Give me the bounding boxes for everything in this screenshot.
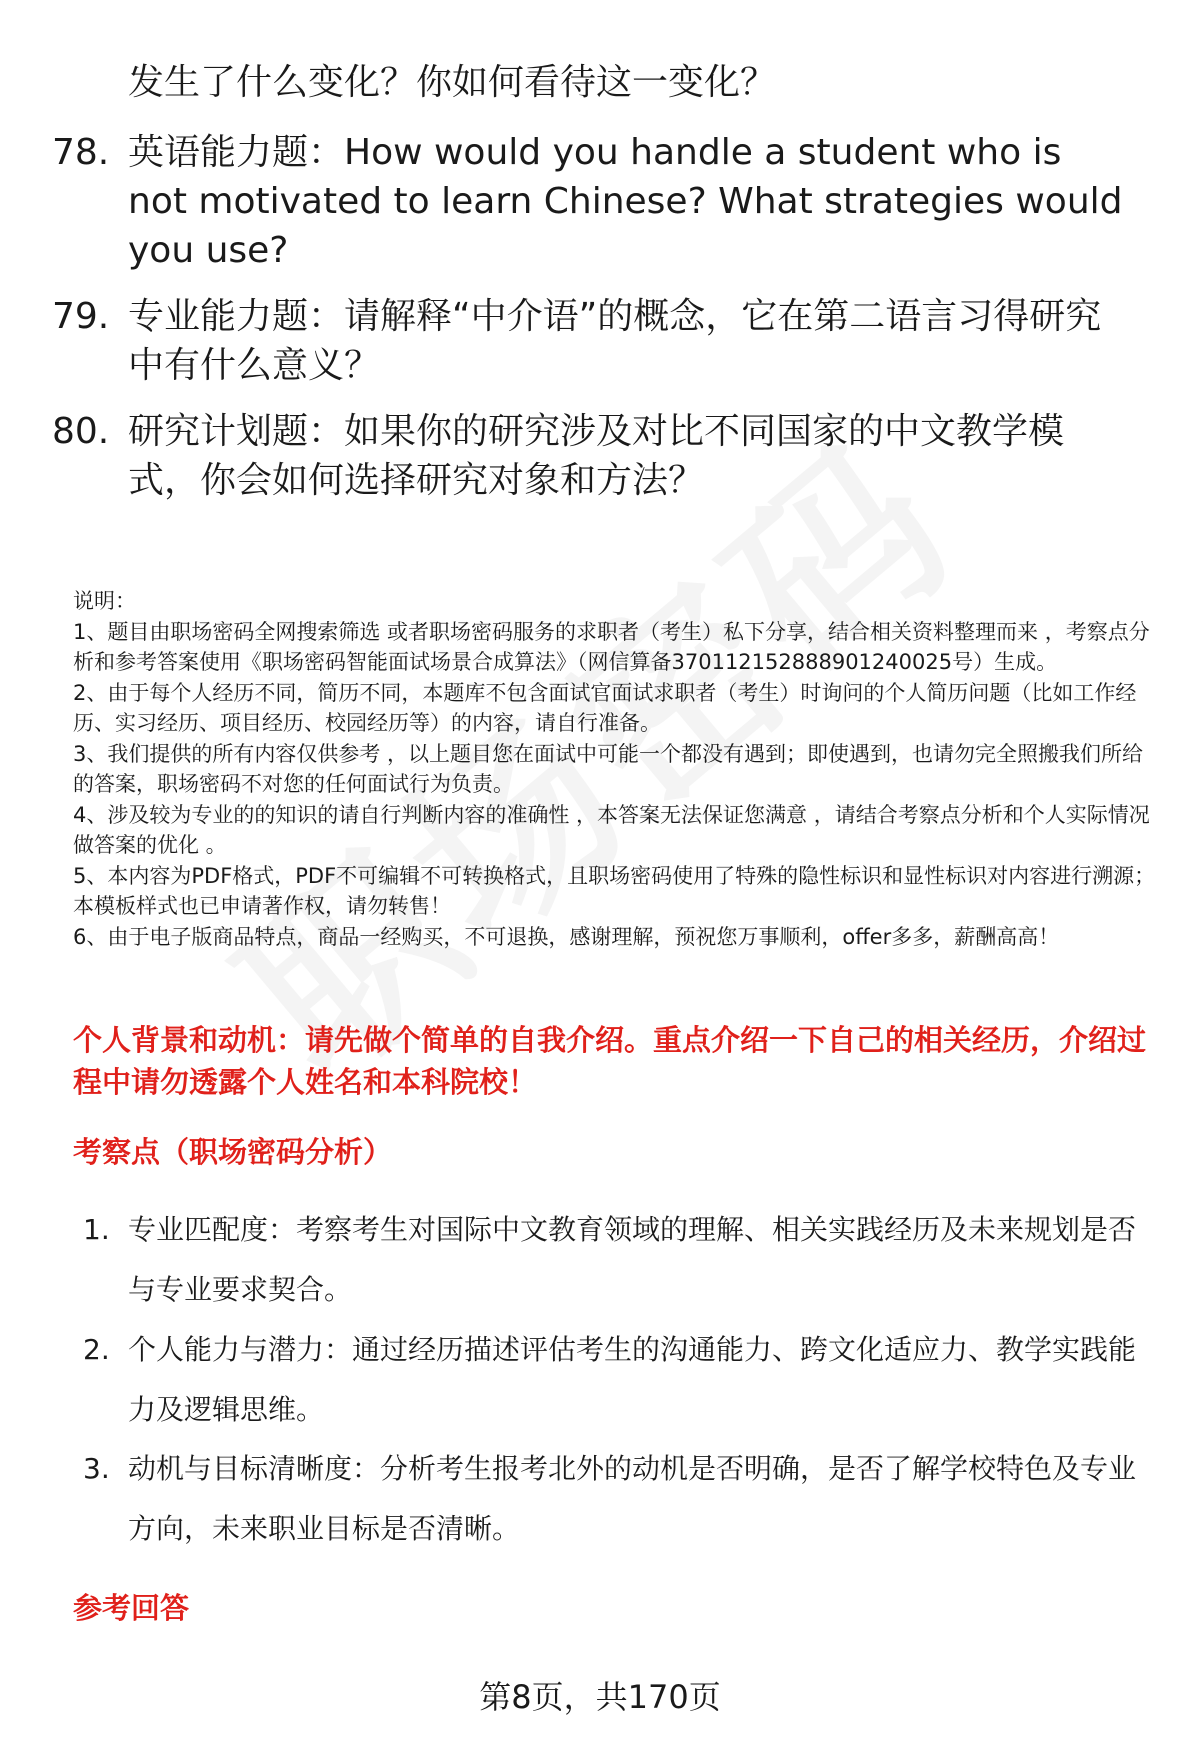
point-text: 个人能力与潜力：通过经历描述评估考生的沟通能力、跨文化适应力、教学实践能力及逻辑思维。 (128, 1333, 1137, 1426)
point-number: 2. (83, 1333, 110, 1366)
notes-title: 说明： (73, 589, 136, 613)
note-item: 5、本内容为PDF格式，PDF不可编辑不可转换格式，且职场密码使用了特殊的隐性标识和显性标识对内容进行溯源；本模板样式也已申请著作权，请勿转售！ (73, 863, 1156, 918)
note-item: 6、由于电子版商品特点，商品一经购买，不可退换，感谢理解，预祝您万事顺利，offer多多，薪酬高高！ (73, 924, 1060, 949)
question-text: 英语能力题：How would you handle a student who is not motivated to learn Chinese? What strategies would you use? (128, 132, 1123, 271)
page-number: 第8页，共170页 (479, 1678, 721, 1716)
question-text: 研究计划题：如果你的研究涉及对比不同国家的中文教学模式，你会如何选择研究对象和方法？ (128, 411, 1065, 501)
note-item: 2、由于每个人经历不同，简历不同，本题库不包含面试官面试求职者（考生）时询问的个人简历问题（比如工作经历、实习经历、项目经历、校园经历等）的内容，请自行准备。 (73, 680, 1137, 735)
question-continued-text: 发生了什么变化？你如何看待这一变化？ (128, 62, 777, 103)
question-number: 80. (52, 411, 110, 452)
note-item: 3、我们提供的所有内容仅供参考 ，以上题目您在面试中可能一个都没有遇到；即使遇到，也请勿完全照搬我们所给的答案，职场密码不对您的任何面试行为负责。 (73, 741, 1144, 796)
answer-title: 参考回答 (73, 1591, 190, 1625)
question-text: 专业能力题：请解释“中介语”的概念，它在第二语言习得研究中有什么意义？ (128, 296, 1102, 386)
point-number: 1. (83, 1213, 110, 1246)
point-text: 专业匹配度：考察考生对国际中文教育领域的理解、相关实践经历及未来规划是否与专业要求契合。 (128, 1213, 1137, 1306)
section-heading: 个人背景和动机：请先做个简单的自我介绍。重点介绍一下自己的相关经历，介绍过程中请勿透露个人姓名和本科院校！ (73, 1023, 1147, 1099)
notes-block (73, 586, 1163, 952)
question-number: 78. (52, 132, 110, 173)
analysis-title: 考察点（职场密码分析） (73, 1135, 393, 1169)
question-number: 79. (52, 296, 110, 337)
note-item: 4、涉及较为专业的的知识的请自行判断内容的准确性 ，本答案无法保证您满意 ，请结合考察点分析和个人实际情况做答案的优化 。 (73, 802, 1150, 857)
point-number: 3. (83, 1452, 110, 1485)
point-text: 动机与目标清晰度：分析考生报考北外的动机是否明确，是否了解学校特色及专业方向，未来职业目标是否清晰。 (128, 1452, 1137, 1545)
note-item: 1、题目由职场密码全网搜索筛选 或者职场密码服务的求职者（考生）私下分享，结合相关资料整理而来 ，考察点分析和参考答案使用《职场密码智能面试场景合成算法》（网信算备370112152888901240025号）生成。 (73, 619, 1150, 674)
